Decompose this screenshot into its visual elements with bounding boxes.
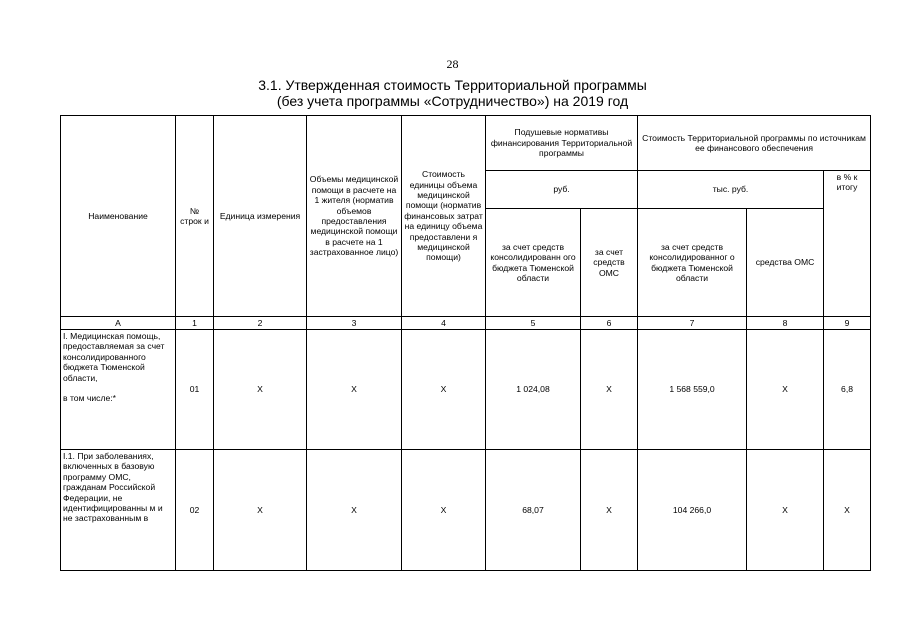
- cost-table: [60, 115, 871, 571]
- header-unit-cost: Стоимость единицы объема медицинской помощи (норматив финансовых затрат на единицу объема предоставлени я медицинской помощи): [402, 116, 486, 317]
- cost-oms-cell: Х: [747, 330, 824, 450]
- cost-budget-cell: 104 266,0: [638, 450, 747, 571]
- header-name: Наименование: [61, 116, 176, 317]
- header-percent: в % к итогу: [824, 171, 871, 317]
- column-number: 6: [581, 317, 638, 330]
- row-name: I.1. При заболеваниях, включенных в базовую программу ОМС, гражданам Российской Федерации, не идентифицированны м и не застрахованным в: [61, 450, 176, 571]
- page-title: [0, 77, 905, 109]
- percent-cell: 6,8: [824, 330, 871, 450]
- per-capita-oms-cell: Х: [581, 330, 638, 450]
- row-name-cell: [61, 330, 176, 450]
- column-number: 8: [747, 317, 824, 330]
- header-per-capita: Подушевые нормативы финансирования Территориальной программы: [486, 116, 638, 171]
- unit-cell: Х: [214, 450, 307, 571]
- per-capita-budget-cell: 1 024,08: [486, 330, 581, 450]
- table-row: [61, 330, 871, 450]
- cost-budget-cell: 1 568 559,0: [638, 330, 747, 450]
- table-row: [61, 450, 871, 571]
- header-row-number: № строк и: [176, 116, 214, 317]
- column-number: 2: [214, 317, 307, 330]
- per-capita-budget-cell: 68,07: [486, 450, 581, 571]
- column-number: 7: [638, 317, 747, 330]
- header-thous-rub: тыс. руб.: [638, 171, 824, 209]
- unit-cost-cell: Х: [402, 450, 486, 571]
- volume-cell: Х: [307, 450, 402, 571]
- volume-cell: Х: [307, 330, 402, 450]
- header-rub: руб.: [486, 171, 638, 209]
- row-number: 01: [176, 330, 214, 450]
- column-number: А: [61, 317, 176, 330]
- row-name: I. Медицинская помощь, предоставляемая за счет консолидированного бюджета Тюменской области,: [63, 331, 165, 383]
- column-number: 4: [402, 317, 486, 330]
- page-number: 28: [446, 57, 459, 71]
- column-number: 9: [824, 317, 871, 330]
- unit-cost-cell: Х: [402, 330, 486, 450]
- header-oms-thous: средства ОМС: [747, 209, 824, 317]
- column-number: 5: [486, 317, 581, 330]
- per-capita-oms-cell: Х: [581, 450, 638, 571]
- column-number: 1: [176, 317, 214, 330]
- header-regional-budget-rub: за счет средств консолидированн ого бюджета Тюменской области: [486, 209, 581, 317]
- percent-cell: Х: [824, 450, 871, 571]
- header-oms-rub: за счет средств ОМС: [581, 209, 638, 317]
- header-volume: Объемы медицинской помощи в расчете на 1 жителя (норматив объемов предоставления медицинской помощи в расчете на 1 застрахованное лицо): [307, 116, 402, 317]
- header-regional-budget-thous: за счет средств консолидированног о бюджета Тюменской области: [638, 209, 747, 317]
- unit-cell: Х: [214, 330, 307, 450]
- header-program-cost: Стоимость Территориальной программы по источникам ее финансового обеспечения: [638, 116, 871, 171]
- title-line-1: 3.1. Утвержденная стоимость Территориальной программы: [258, 77, 647, 93]
- row-number: 02: [176, 450, 214, 571]
- header-unit: Единица измерения: [214, 116, 307, 317]
- column-number-row: [61, 317, 871, 330]
- cost-oms-cell: Х: [747, 450, 824, 571]
- title-line-2: (без учета программы «Сотрудничество») на 2019 год: [276, 93, 629, 109]
- column-number: 3: [307, 317, 402, 330]
- row-name-note: в том числе:*: [63, 393, 116, 404]
